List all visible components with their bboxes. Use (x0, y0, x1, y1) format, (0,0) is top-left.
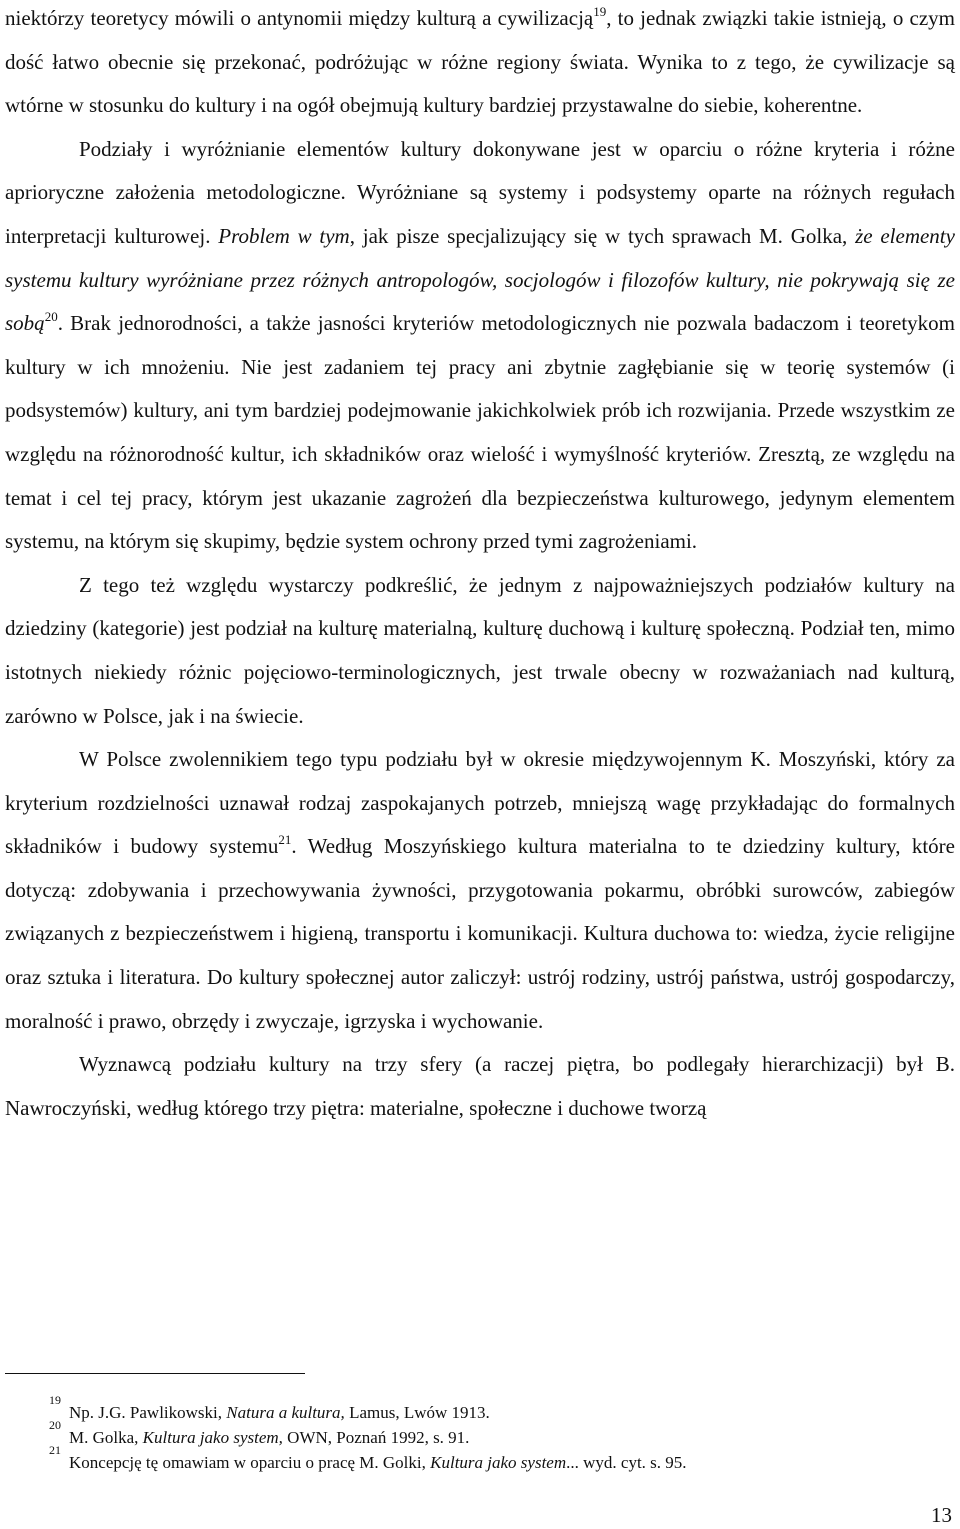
paragraph (5, 1043, 955, 1130)
footnote-text (69, 1453, 687, 1472)
text-run: Wyznawcą podziału kultury na trzy sfery (a raczej piętra, bo podlegały hierarchizacji) był B. Nawroczyński, według którego trzy piętra: materialne, społeczne i duchowe tworzą (5, 1052, 955, 1120)
text-run: M. Golka, (69, 1428, 143, 1447)
text-run: , jak pisze specjalizujący się w tych sprawach M. Golka, (349, 223, 856, 248)
text-run: W Polsce zwolennikiem tego typu podziału był w okresie międzywojennym K. Moszyński, który za kryterium rozdzielności uznawał rodzaj zaspokajanych potrzeb, mniejszą wagę przykładając do formalnych składników i budowy systemu (5, 747, 955, 859)
text-run: Koncepcję tę omawiam w oparciu o pracę M. Golki, (69, 1453, 431, 1472)
text-run: Podziały i wyróżnianie elementów kultury dokonywane jest w oparciu o różne kryteria i różne aprioryczne założenia metodologiczne. Wyróżniane są systemy i podsystemy oparte na różnych regułach interpretacji kulturowej. (5, 136, 955, 248)
page-number: 13 (931, 1503, 952, 1527)
footnote-text (69, 1428, 469, 1447)
italic-run: Kultura jako system, (142, 1428, 283, 1447)
text-run: niektórzy teoretycy mówili o antynomii między kulturą a cywilizacją (5, 6, 594, 30)
footnote-number: 19 (49, 1393, 61, 1407)
italic-run: Natura a kultura, (226, 1403, 345, 1422)
footnote-ref: 21 (278, 832, 292, 848)
text-run: Lamus, Lwów 1913. (344, 1403, 490, 1422)
text-run: OWN, Poznań 1992, s. 91. (282, 1428, 470, 1447)
footnotes (5, 1393, 945, 1475)
footnote (5, 1443, 945, 1475)
footnote-separator (5, 1373, 305, 1374)
footnote-ref: 19 (593, 4, 607, 19)
text-run: Np. J.G. Pawlikowski, (69, 1403, 227, 1422)
footnote (5, 1418, 945, 1450)
text-run: . Według Moszyńskiego kultura materialna to te dziedziny kultury, które dotyczą: zdobywania i przechowywania żywności, przygotowania pokarmu, obróbki surowców, zabiegów związanych z bezpieczeństwem i higieną, transportu i komunikacji. Kultura duchowa to: wiedza, życie religijne oraz sztuka i literatura. Do kultury społecznej autor zaliczył: ustrój rodziny, ustrój państwa, ustrój gospodarczy, moralność i prawo, obrzędy i zwyczaje, igrzyska i wychowanie. (5, 834, 955, 1033)
text-run: ... wyd. cyt. s. 95. (566, 1453, 687, 1472)
italic-run: że elementy systemu kultury wyróżniane przez różnych antropologów, socjologów i filozofów kultury, nie pokrywają się ze sobą (5, 223, 955, 336)
paragraph (5, 738, 955, 1043)
body-text (5, 0, 955, 1130)
text-run: , to jednak związki takie istnieją, o czym dość łatwo obecnie się przekonać, podróżując w różne regiony świata. Wynika to z tego, że cywilizacje są wtórne w stosunku do kultury i na ogół obejmują kultury bardziej przystawalne do siebie, koherentne. (5, 6, 956, 118)
paragraph (5, 564, 955, 738)
footnote-text (69, 1403, 490, 1422)
italic-run: Problem w tym (218, 223, 350, 248)
footnote-number: 20 (49, 1418, 61, 1432)
paragraph (5, 128, 955, 564)
footnote-ref: 20 (44, 309, 58, 325)
italic-run: Kultura jako system (430, 1453, 567, 1472)
text-run: . Brak jednorodności, a także jasności kryteriów metodologicznych nie pozwala badaczom i teoretykom kultury w ich mnożeniu. Nie jest zadaniem tej pracy ani zbytnie zagłębianie się w teorię systemów (i podsystemów) kultury, ani tym bardziej podejmowanie jakichkolwiek prób ich rozwijania. Przede wszystkim ze względu na różnorodność kultur, ich składników oraz wielość i wymyślność kryteriów. Zresztą, ze względu na temat i cel tej pracy, którym jest ukazanie zagrożeń dla bezpieczeństwa kulturowego, jedynym elementem systemu, na którym się skupimy, będzie system ochrony przed tymi zagrożeniami. (5, 311, 955, 554)
footnote-number: 21 (49, 1443, 61, 1457)
footnote (5, 1393, 945, 1425)
text-run: Z tego też względu wystarczy podkreślić, że jednym z najpoważniejszych podziałów kultury na dziedziny (kategorie) jest podział na kulturę materialną, kulturę duchową i kulturę społeczną. Podział ten, mimo istotnych niekiedy różnic pojęciowo-terminologicznych, jest trwale obecny w rozważaniach nad kulturą, zarówno w Polsce, jak i na świecie. (5, 572, 955, 728)
paragraph (5, 0, 955, 128)
